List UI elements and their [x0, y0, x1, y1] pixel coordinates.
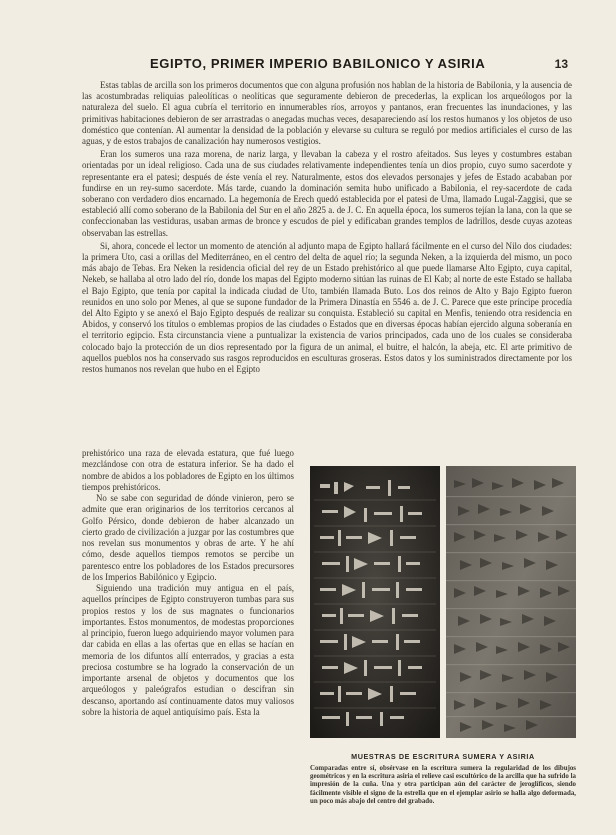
paragraph: Siguiendo una tradición muy antigua en el país, aquellos príncipes de Egipto construyeron tumbas para sus propios restos y los de sus magnates o funcionarios importantes. Estos monumentos, de modestas proporciones al principio, fueron luego adquiriendo mayor volumen para dar cabida en ellas a las ofertas que en ellas se hacían en memoria de los difuntos allí enterrados, y gracias a esta preciosa costumbre se ha logrado la conservación de un importante arsenal de objetos y documentos que los arqueólogos y paleógrafos estudian o descifran sin descanso, aportando así continuamente datos muy valiosos sobre la historia de aquel antiquísimo país. Esta la	[82, 583, 294, 717]
narrow-column	[82, 448, 294, 718]
figure-caption-title: MUESTRAS DE ESCRITURA SUMERA Y ASIRIA	[351, 752, 535, 761]
running-title: EGIPTO, PRIMER IMPERIO BABILONICO Y ASIRIA	[150, 56, 486, 71]
figure-plates	[310, 466, 576, 738]
paragraph: Eran los sumeros una raza morena, de nariz larga, y llevaban la cabeza y el rostro afeitados. Sus leyes y costumbres estaban orientadas por un ideal religioso. Cada una de sus ciudades relativamente independientes tenía un dios propio, cuyo sumo sacerdote y representante era el patesi; después de éste venía el rey. Naturalmente, estos dos elevados personajes y jefes de Estado acababan por fundirse en un rey-sumo sacerdote. Más tarde, cuando la dominación semita hubo unificado a Babilonia, el rey-sacerdote de cada soberano con verdadero dios encarnado. La hegemonía de Erech quedó establecida por el patesi de Uma, llamado Lugal-Zaggisi, que se estableció allí como soberano de la Babilonia del Sur en el año 2825 a. de J. C. En aquella época, los sumeros tejían la lana, con la que se confeccionaban las vestiduras, usaban armas de bronce y escudos de piel y edificaban grandes templos de ladrillos, desde cuyas azoteas observaban las estrellas.	[82, 149, 572, 238]
body-text	[82, 80, 572, 375]
sumerian-tablet-photo	[310, 466, 440, 738]
paragraph: prehistórico una raza de elevada estatura, que fué luego mezclándose con otra de estatura inferior. Se ha dado el nombre de abidos a los pobladores de Egipto en los últimos tiempos prehistóricos.	[82, 448, 294, 492]
figure	[310, 466, 576, 806]
assyrian-tablet-photo	[446, 466, 576, 738]
figure-caption-body: Comparadas entre sí, obsérvase en la escritura sumera la regularidad de los dibujos geométricos y en la escritura asiria el relieve casi escultórico de la arcilla que ha sufrido la impresión de la cuña. Una y otra participan aún del carácter de jeroglíficos, siendo fácilmente visible el signo de la estrella que en el ejemplar asirio se halla algo deformada, un poco más abajo del centro del grabado.	[310, 765, 576, 805]
assyrian-script-image	[446, 466, 576, 738]
paragraph: No se sabe con seguridad de dónde vinieron, pero se admite que eran originarios de los territorios cercanos al Golfo Pérsico, donde debieron de haber alcanzado un cierto grado de civilización a juzgar por las costumbres que nos revelan sus monumentos y obras de arte. Y he ahí cómo, desde aquellos tiempos remotos se percibe un parentesco entre los pobladores de los Estados precursores de los Imperios Babilónico y Egipcio.	[82, 493, 294, 582]
page-number: 13	[554, 57, 568, 71]
sumerian-script-image	[310, 466, 440, 738]
paragraph: Estas tablas de arcilla son los primeros documentos que con alguna profusión nos hablan de la historia de Babilonia, y la ausencia de las acostumbradas reliquias paleolíticas o neolíticas que seguramente debieron de precederlas, la explican los arqueólogos por la naturaleza del suelo. El agua cubría el territorio en innumerables ríos, arroyos y pantanos, eran frecuentes las inundaciones, y las primitivas habitaciones debieron de ser arrastradas o anegadas muchas veces, desapareciendo así los restos humanos y los objetos de uso doméstico que contenían. Al aumentar la densidad de la población y elevarse su cultura se reguló por medios artificiales el curso de las aguas, y de estos trabajos de canalización hay numerosos vestigios.	[82, 80, 572, 147]
running-header	[150, 56, 568, 71]
paragraph: Si, ahora, concede el lector un momento de atención al adjunto mapa de Egipto hallará fácilmente en el curso del Nilo dos ciudades: la primera Uto, casi a orillas del Mediterráneo, en el centro del delta de aquel río; la segunda Neken, a la izquierda del mismo, un poco más abajo de Tebas. Era Neken la residencia oficial del rey de un Estado prehistórico al que puede llamarse Alto Egipto, cuya capital, Nekeb, se hallaba al otro lado del río, donde los mapas del Egipto moderno sitúan las ruinas de El Kab; al norte de este Estado se hallaba el Bajo Egipto, que tenía por capital la indicada ciudad de Uto, también llamada Buto. Los dos reinos de Alto y Bajo Egipto fueron reunidos en uno solo por Menes, al que se supone fundador de la Primera Dinastía en 5546 a. de J. C. Parece que este príncipe procedía del Alto Egipto y se anexó el Bajo Egipto después de realizar su conquista. Estableció su capital en Menfis, teniendo otra residencia en Abidos, y conservó los títulos o emblemas propios de las ciudades o Estados que en diversas épocas habían ejercido alguna soberanía en el territorio egipcio. Esta circunstancia viene a puntualizar la existencia de varios principados, cada uno de los cuales se consideraba colocado bajo la protección de un dios representado por la figura de un animal, el buitre, el halcón, la abeja, etc. El arte primitivo de aquellos pueblos nos ha conservado sus rasgos reproducidos en esculturas groseras. Estos datos y los suministrados directamente por los restos humanos nos revelan que hubo en el Egipto	[82, 240, 572, 375]
